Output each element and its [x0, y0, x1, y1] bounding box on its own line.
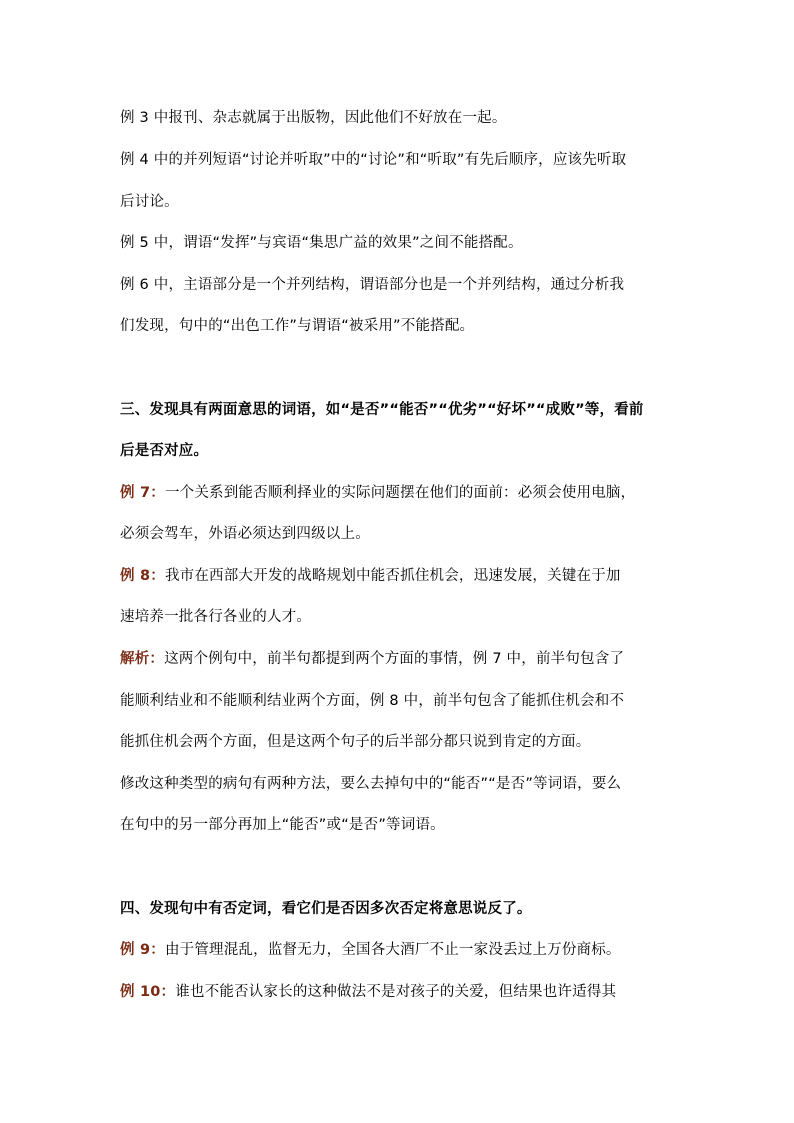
- example-7-label: 例 7：: [120, 485, 165, 501]
- example-9: [120, 940, 700, 960]
- section-3-heading-line-1: 三、发现具有两面意思的词语，如“是否”“能否”“优劣”“好坏”“成败”等，看前: [120, 402, 644, 418]
- example-7-line-2: 必须会驾车，外语必须达到四级以上。: [120, 526, 370, 542]
- paragraph-example-6-line-1: 例 6 中，主语部分是一个并列结构，谓语部分也是一个并列结构，通过分析我: [120, 277, 625, 293]
- example-7-text: 一个关系到能否顺利择业的实际问题摆在他们的面前：必须会使用电脑，: [164, 485, 636, 501]
- example-10-label: 例 10：: [120, 984, 176, 1000]
- fix-method-line-1: 修改这种类型的病句有两种方法，要么去掉句中的“能否”“是否”等词语，要么: [120, 776, 622, 792]
- example-10-text: 谁也不能否认家长的这种做法不是对孩子的关爱，但结果也许适得其: [175, 984, 617, 1000]
- section-3-heading-line-2: 后是否对应。: [120, 443, 209, 459]
- example-8-line-1: [120, 566, 700, 586]
- example-7-line-1: [120, 483, 700, 503]
- paragraph-example-3: 例 3 中报刊、杂志就属于出版物，因此他们不好放在一起。: [120, 110, 507, 126]
- analysis-line-1: [120, 649, 700, 669]
- example-8-line-2: 速培养一批各行各业的人才。: [120, 609, 312, 625]
- analysis-line-2: 能顺利结业和不能顺利结业两个方面，例 8 中，前半句包含了能抓住机会和不: [120, 693, 625, 709]
- analysis-label: 解析：: [120, 651, 165, 667]
- paragraph-example-5: 例 5 中，谓语“发挥”与宾语“集思广益的效果”之间不能搭配。: [120, 235, 523, 251]
- analysis-line-3: 能抓住机会两个方面，但是这两个句子的后半部分都只说到肯定的方面。: [120, 734, 591, 750]
- paragraph-example-4-line-2: 后讨论。: [120, 194, 179, 210]
- example-8-text: 我市在西部大开发的战略规划中能否抓住机会，迅速发展，关键在于加: [164, 568, 621, 584]
- fix-method-line-2: 在句中的另一部分再加上“能否”或“是否”等词语。: [120, 817, 445, 833]
- paragraph-example-6-line-2: 们发现，句中的“出色工作”与谓语“被采用”不能搭配。: [120, 318, 475, 334]
- example-9-text: 由于管理混乱，监督无力，全国各大酒厂不止一家没丢过上万份商标。: [164, 942, 621, 958]
- section-4-heading: 四、发现句中有否定词，看它们是否因多次否定将意思说反了。: [120, 901, 532, 917]
- example-9-label: 例 9：: [120, 942, 165, 958]
- analysis-text: 这两个例句中，前半句都提到两个方面的事情，例 7 中，前半句包含了: [164, 651, 625, 667]
- paragraph-example-4-line-1: 例 4 中的并列短语“讨论并听取”中的“讨论”和“听取”有先后顺序，应该先听取: [120, 152, 627, 168]
- example-10: [120, 982, 700, 1002]
- example-8-label: 例 8：: [120, 568, 165, 584]
